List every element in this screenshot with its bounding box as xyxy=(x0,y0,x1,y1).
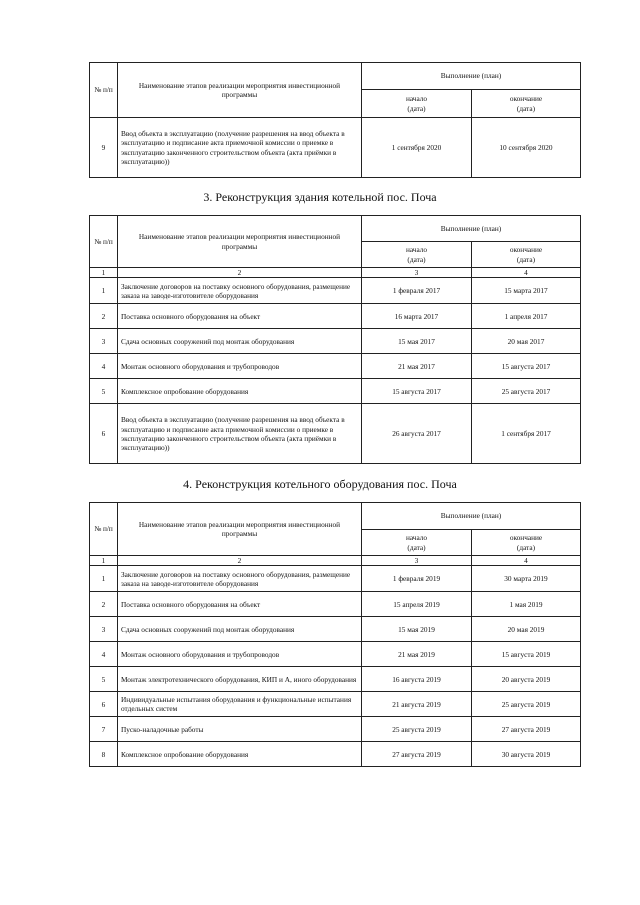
stage-name: Монтаж основного оборудования и трубопроводов xyxy=(118,642,362,667)
stage-name: Заключение договоров на поставку основного оборудования, размещение заказа на заводе-изготовителе оборудования xyxy=(118,278,362,304)
table-body xyxy=(90,566,581,767)
start-date: 15 августа 2017 xyxy=(362,379,472,404)
start-date: 21 мая 2019 xyxy=(362,642,472,667)
column-numbers-row xyxy=(90,268,581,278)
row-number: 6 xyxy=(90,692,118,717)
stage-name: Поставка основного оборудования на объект xyxy=(118,592,362,617)
table-header xyxy=(90,216,581,278)
row-number: 8 xyxy=(90,742,118,767)
table-row xyxy=(90,278,581,304)
start-date: 15 мая 2019 xyxy=(362,617,472,642)
row-number: 5 xyxy=(90,667,118,692)
column-numbers-row xyxy=(90,556,581,566)
table-body xyxy=(90,118,581,178)
table-row xyxy=(90,118,581,178)
row-number: 2 xyxy=(90,592,118,617)
end-date: 20 мая 2017 xyxy=(472,329,581,354)
header-end: окончание (дата) xyxy=(472,530,581,556)
stage-name: Ввод объекта в эксплуатацию (получение разрешения на ввод объекта в эксплуатацию и подписание акта приемочной комиссии о приемке в эксплуатацию законченного строительством объекта (акта приёмки в эксплуатацию)) xyxy=(118,118,362,178)
header-end: окончание (дата) xyxy=(472,242,581,268)
table-row xyxy=(90,667,581,692)
stage-name: Монтаж основного оборудования и трубопроводов xyxy=(118,354,362,379)
header-end: окончание (дата) xyxy=(472,90,581,118)
start-date: 26 августа 2017 xyxy=(362,404,472,464)
stage-name: Заключение договоров на поставку основного оборудования, размещение заказа на заводе-изготовителе оборудования xyxy=(118,566,362,592)
end-date: 30 марта 2019 xyxy=(472,566,581,592)
table-row xyxy=(90,404,581,464)
row-number: 6 xyxy=(90,404,118,464)
col-number: 2 xyxy=(118,556,362,566)
start-date: 21 мая 2017 xyxy=(362,354,472,379)
table-row xyxy=(90,592,581,617)
col-number: 3 xyxy=(362,556,472,566)
stage-name: Поставка основного оборудования на объект xyxy=(118,304,362,329)
end-date: 1 апреля 2017 xyxy=(472,304,581,329)
row-number: 3 xyxy=(90,617,118,642)
table-header xyxy=(90,63,581,118)
header-exec: Выполнение (план) xyxy=(362,503,581,530)
row-number: 3 xyxy=(90,329,118,354)
row-number: 4 xyxy=(90,642,118,667)
table-row xyxy=(90,354,581,379)
table-row xyxy=(90,329,581,354)
table-row xyxy=(90,617,581,642)
col-number: 3 xyxy=(362,268,472,278)
stage-name: Пуско-наладочные работы xyxy=(118,717,362,742)
row-number: 1 xyxy=(90,278,118,304)
header-start: начало (дата) xyxy=(362,530,472,556)
start-date: 1 февраля 2019 xyxy=(362,566,472,592)
end-date: 1 мая 2019 xyxy=(472,592,581,617)
header-start: начало (дата) xyxy=(362,242,472,268)
row-number: 5 xyxy=(90,379,118,404)
table-section-4 xyxy=(89,502,581,767)
table-previous-section xyxy=(89,62,581,178)
header-name: Наименование этапов реализации мероприятия инвестиционной программы xyxy=(118,503,362,556)
row-number: 9 xyxy=(90,118,118,178)
end-date: 15 августа 2019 xyxy=(472,642,581,667)
start-date: 16 августа 2019 xyxy=(362,667,472,692)
row-number: 2 xyxy=(90,304,118,329)
col-number: 1 xyxy=(90,556,118,566)
start-date: 21 августа 2019 xyxy=(362,692,472,717)
start-date: 27 августа 2019 xyxy=(362,742,472,767)
table-row xyxy=(90,742,581,767)
stage-name: Монтаж электротехнического оборудования, КИП и А, иного оборудования xyxy=(118,667,362,692)
table-row xyxy=(90,642,581,667)
stage-name: Индивидуальные испытания оборудования и функциональные испытания отдельных систем xyxy=(118,692,362,717)
end-date: 27 августа 2019 xyxy=(472,717,581,742)
row-number: 4 xyxy=(90,354,118,379)
row-number: 7 xyxy=(90,717,118,742)
stage-name: Комплексное опробование оборудования xyxy=(118,742,362,767)
end-date: 10 сентября 2020 xyxy=(472,118,581,178)
start-date: 25 августа 2019 xyxy=(362,717,472,742)
start-date: 16 марта 2017 xyxy=(362,304,472,329)
section-3-title: 3. Реконструкция здания котельной пос. Поча xyxy=(203,190,437,204)
start-date: 15 апреля 2019 xyxy=(362,592,472,617)
table-header xyxy=(90,503,581,566)
header-start: начало (дата) xyxy=(362,90,472,118)
end-date: 15 марта 2017 xyxy=(472,278,581,304)
col-number: 4 xyxy=(472,556,581,566)
end-date: 25 августа 2019 xyxy=(472,692,581,717)
table-row xyxy=(90,717,581,742)
start-date: 15 мая 2017 xyxy=(362,329,472,354)
header-num: № п/п xyxy=(90,63,118,118)
stage-name: Сдача основных сооружений под монтаж оборудования xyxy=(118,617,362,642)
stage-name: Ввод объекта в эксплуатацию (получение разрешения на ввод объекта в эксплуатацию и подписание акта приемочной комиссии о приемке в эксплуатацию законченного строительством объекта (акта приёмки в эксплуатацию)) xyxy=(118,404,362,464)
end-date: 1 сентября 2017 xyxy=(472,404,581,464)
header-name: Наименование этапов реализации мероприятия инвестиционной программы xyxy=(118,216,362,268)
table-row xyxy=(90,304,581,329)
header-exec: Выполнение (план) xyxy=(362,216,581,242)
table-row xyxy=(90,566,581,592)
header-num: № п/п xyxy=(90,216,118,268)
end-date: 30 августа 2019 xyxy=(472,742,581,767)
header-name: Наименование этапов реализации мероприятия инвестиционной программы xyxy=(118,63,362,118)
col-number: 4 xyxy=(472,268,581,278)
table-row xyxy=(90,692,581,717)
header-num: № п/п xyxy=(90,503,118,556)
section-4-title: 4. Реконструкция котельного оборудования пос. Поча xyxy=(183,477,457,491)
table-section-3 xyxy=(89,215,581,464)
col-number: 2 xyxy=(118,268,362,278)
end-date: 20 августа 2019 xyxy=(472,667,581,692)
end-date: 25 августа 2017 xyxy=(472,379,581,404)
end-date: 15 августа 2017 xyxy=(472,354,581,379)
row-number: 1 xyxy=(90,566,118,592)
start-date: 1 февраля 2017 xyxy=(362,278,472,304)
stage-name: Комплексное опробование оборудования xyxy=(118,379,362,404)
start-date: 1 сентября 2020 xyxy=(362,118,472,178)
table-row xyxy=(90,379,581,404)
col-number: 1 xyxy=(90,268,118,278)
header-exec: Выполнение (план) xyxy=(362,63,581,90)
end-date: 20 мая 2019 xyxy=(472,617,581,642)
table-body xyxy=(90,278,581,464)
stage-name: Сдача основных сооружений под монтаж оборудования xyxy=(118,329,362,354)
